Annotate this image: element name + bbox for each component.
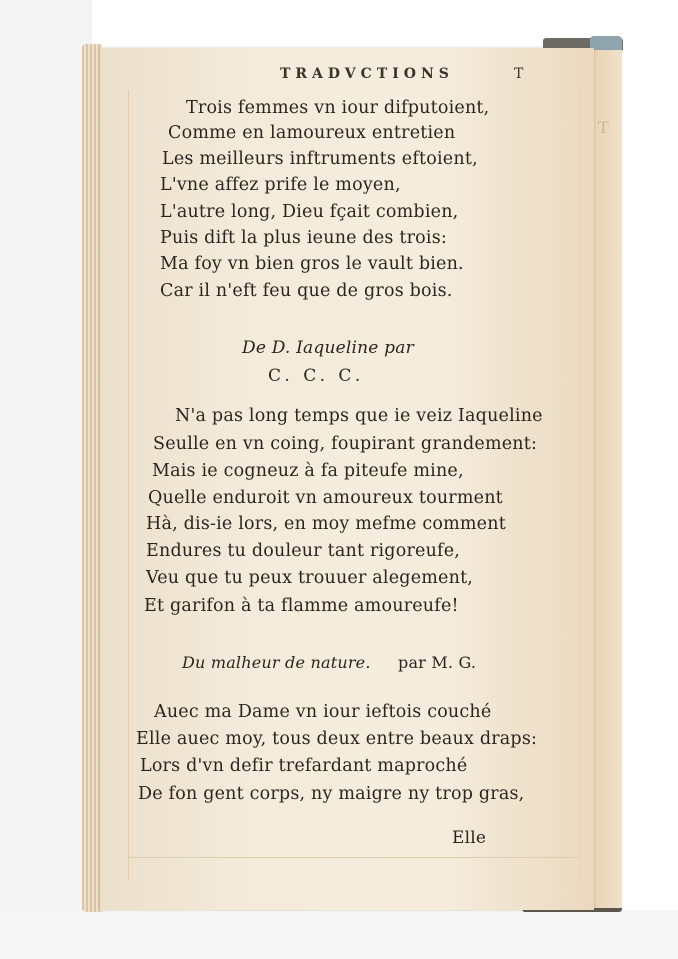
poem1-line-8: Car il n'eft feu que de gros bois.: [160, 281, 453, 301]
running-head: TRADVCTIONS: [280, 66, 454, 82]
margin-rule-right: [580, 90, 581, 880]
poem2-line-4: Quelle enduroit vn amoureux tourment: [148, 488, 503, 508]
poem3-line-3: Lors d'vn defir trefardant maproché: [140, 756, 468, 776]
poem1-line-5: L'autre long, Dieu fçait combien,: [160, 202, 459, 222]
poem1-line-4: L'vne affez prife le moyen,: [160, 175, 401, 195]
poem3-title: Du malheur de nature.: [182, 653, 371, 672]
poem3-line-1: Auec ma Dame vn iour ieftois couché: [154, 702, 492, 722]
show-through-text: T: [598, 118, 609, 137]
poem2-line-5: Hà, dis-ie lors, en moy mefme comment: [146, 514, 506, 534]
page-edges: [82, 44, 102, 912]
poem2-line-1: N'a pas long temps que ie veiz Iaqueline: [175, 406, 543, 426]
facing-page-edge: [594, 50, 622, 908]
running-head-mark: T: [514, 66, 524, 82]
poem3-line-4: De fon gent corps, ny maigre ny trop gras,: [138, 784, 525, 804]
poem1-line-7: Ma foy vn bien gros le vault bien.: [160, 254, 464, 274]
poem1-line-1: Trois femmes vn iour difputoient,: [186, 98, 490, 118]
poem2-line-2: Seulle en vn coing, foupirant grandement:: [153, 434, 538, 454]
poem2-line-6: Endures tu douleur tant rigoreufe,: [146, 541, 461, 561]
poem2-line-3: Mais ie cogneuz à fa piteufe mine,: [152, 461, 464, 481]
margin-rule-bottom: [128, 857, 580, 858]
background-left: [0, 0, 92, 959]
poem2-title: De D. Iaqueline par: [242, 338, 414, 358]
poem2-author: C. C. C.: [268, 366, 365, 386]
poem3-line-2: Elle auec moy, tous deux entre beaux draps:: [136, 729, 538, 749]
poem2-line-8: Et garifon à ta flamme amoureufe!: [144, 596, 459, 616]
poem1-line-6: Puis dift la plus ieune des trois:: [160, 228, 447, 248]
poem1-line-2: Comme en lamoureux entretien: [168, 123, 456, 143]
margin-rule-left: [128, 90, 129, 880]
poem2-line-7: Veu que tu peux trouuer alegement,: [146, 568, 474, 588]
catchword: Elle: [452, 828, 487, 848]
poem3-author: par M. G.: [398, 653, 477, 672]
poem1-line-3: Les meilleurs inftruments eftoient,: [162, 149, 478, 169]
background-bottom: [0, 910, 678, 959]
